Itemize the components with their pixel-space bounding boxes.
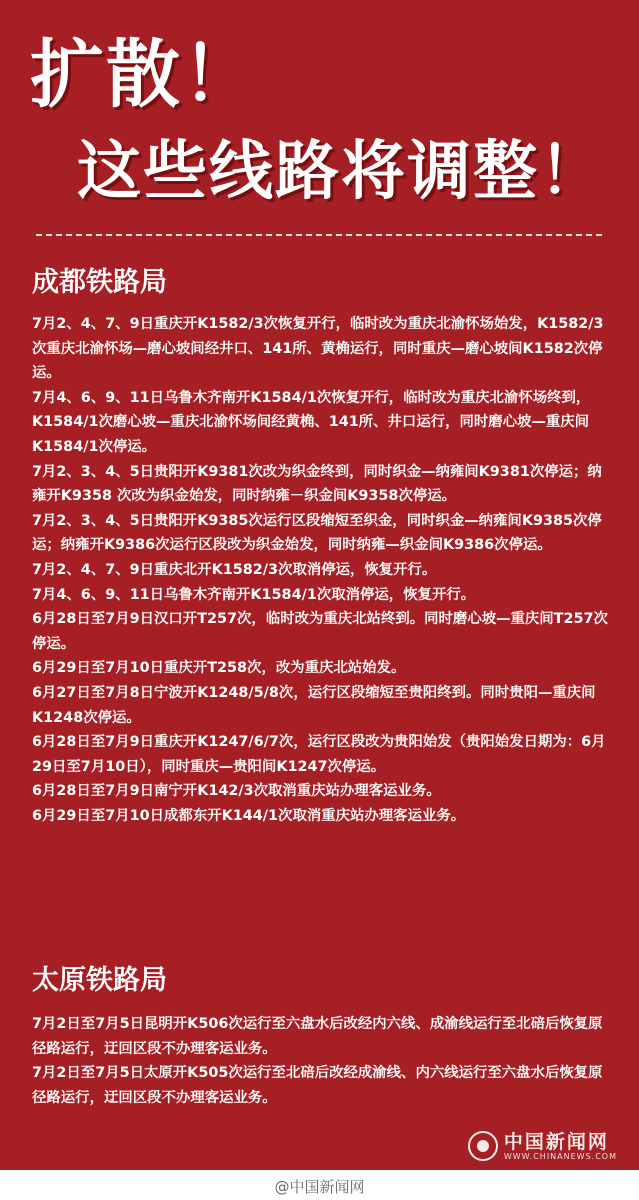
- list-item: 7月2、3、4、5日贵阳开K9381次改为织金终到，同时织金—纳雍间K9381次停运；纳雍开K9358 次改为织金始发，同时纳雍－织金间K9358次停运。: [32, 463, 602, 505]
- list-item: 7月2日至7月5日太原开K505次运行至北碚后改经成渝线、内六线运行至六盘水后恢复原径路运行，迂回区段不办理客运业务。: [32, 1065, 603, 1106]
- list-item: 7月2、4、7、9日重庆开K1582/3次恢复开行，临时改为重庆北渝怀场始发，K1582/3次重庆北渝怀场—磨心坡间经井口、141所、黄桷运行，同时重庆—磨心坡间K1582次停运。: [32, 316, 604, 382]
- footer-bar: [0, 1170, 639, 1200]
- footer-credit: @中国新闻网: [274, 1178, 365, 1196]
- list-item: 7月2、3、4、5日贵阳开K9385次运行区段缩短至织金，同时织金—纳雍间K9385次停运；纳雍开K9386次运行区段改为织金始发，同时纳雍—织金间K9386次停运。: [32, 512, 602, 554]
- chinanews-logo-icon: [468, 1131, 498, 1161]
- list-item: 7月2、4、7、9日重庆北开K1582/3次取消停运，恢复开行。: [32, 561, 437, 578]
- list-item: 6月27日至7月8日宁波开K1248/5/8次，运行区段缩短至贵阳终到。同时贵阳—重庆间K1248次停运。: [32, 684, 596, 726]
- dashed-divider: [36, 234, 602, 236]
- section-title-chengdu: 成都铁路局: [32, 267, 167, 298]
- watermark-url: WWW.CHINANEWS.COM: [503, 1151, 617, 1161]
- section-list-chengdu: [32, 312, 610, 828]
- watermark-text: 中国新闻网: [503, 1130, 609, 1153]
- headline-secondary: 这些线路将调整！: [77, 135, 605, 209]
- list-item: 6月28日至7月9日汉口开T257次，临时改为重庆北站终到。同时磨心坡—重庆间T257次停运。: [32, 611, 608, 652]
- list-item: 6月29日至7月10日重庆开T258次，改为重庆北站始发。: [32, 660, 406, 677]
- chinanews-watermark: [468, 1128, 617, 1164]
- list-item: 6月28日至7月9日重庆开K1247/6/7次，运行区段改为贵阳始发（贵阳始发日期为：6月29日至7月10日），同时重庆—贵阳间K1247次停运。: [32, 734, 606, 775]
- list-item: 7月4、6、9、11日乌鲁木齐南开K1584/1次取消停运，恢复开行。: [32, 586, 476, 603]
- section-list-taiyuan: [32, 1012, 610, 1110]
- headline-primary: 扩散！: [30, 32, 258, 118]
- list-item: 6月29日至7月10日成都东开K144/1次取消重庆站办理客运业务。: [32, 807, 466, 824]
- section-title-taiyuan: 太原铁路局: [32, 965, 167, 996]
- list-item: 6月28日至7月9日南宁开K142/3次取消重庆站办理客运业务。: [32, 783, 441, 800]
- list-item: 7月2日至7月5日昆明开K506次运行至六盘水后改经内六线、成渝线运行至北碚后恢复原径路运行，迂回区段不办理客运业务。: [32, 1016, 603, 1057]
- list-item: 7月4、6、9、11日乌鲁木齐南开K1584/1次恢复开行，临时改为重庆北渝怀场终到，K1584/1次磨心坡—重庆北渝怀场间经黄桷、141所、井口运行，同时磨心坡—重庆间K1584/1次停运。: [32, 389, 591, 455]
